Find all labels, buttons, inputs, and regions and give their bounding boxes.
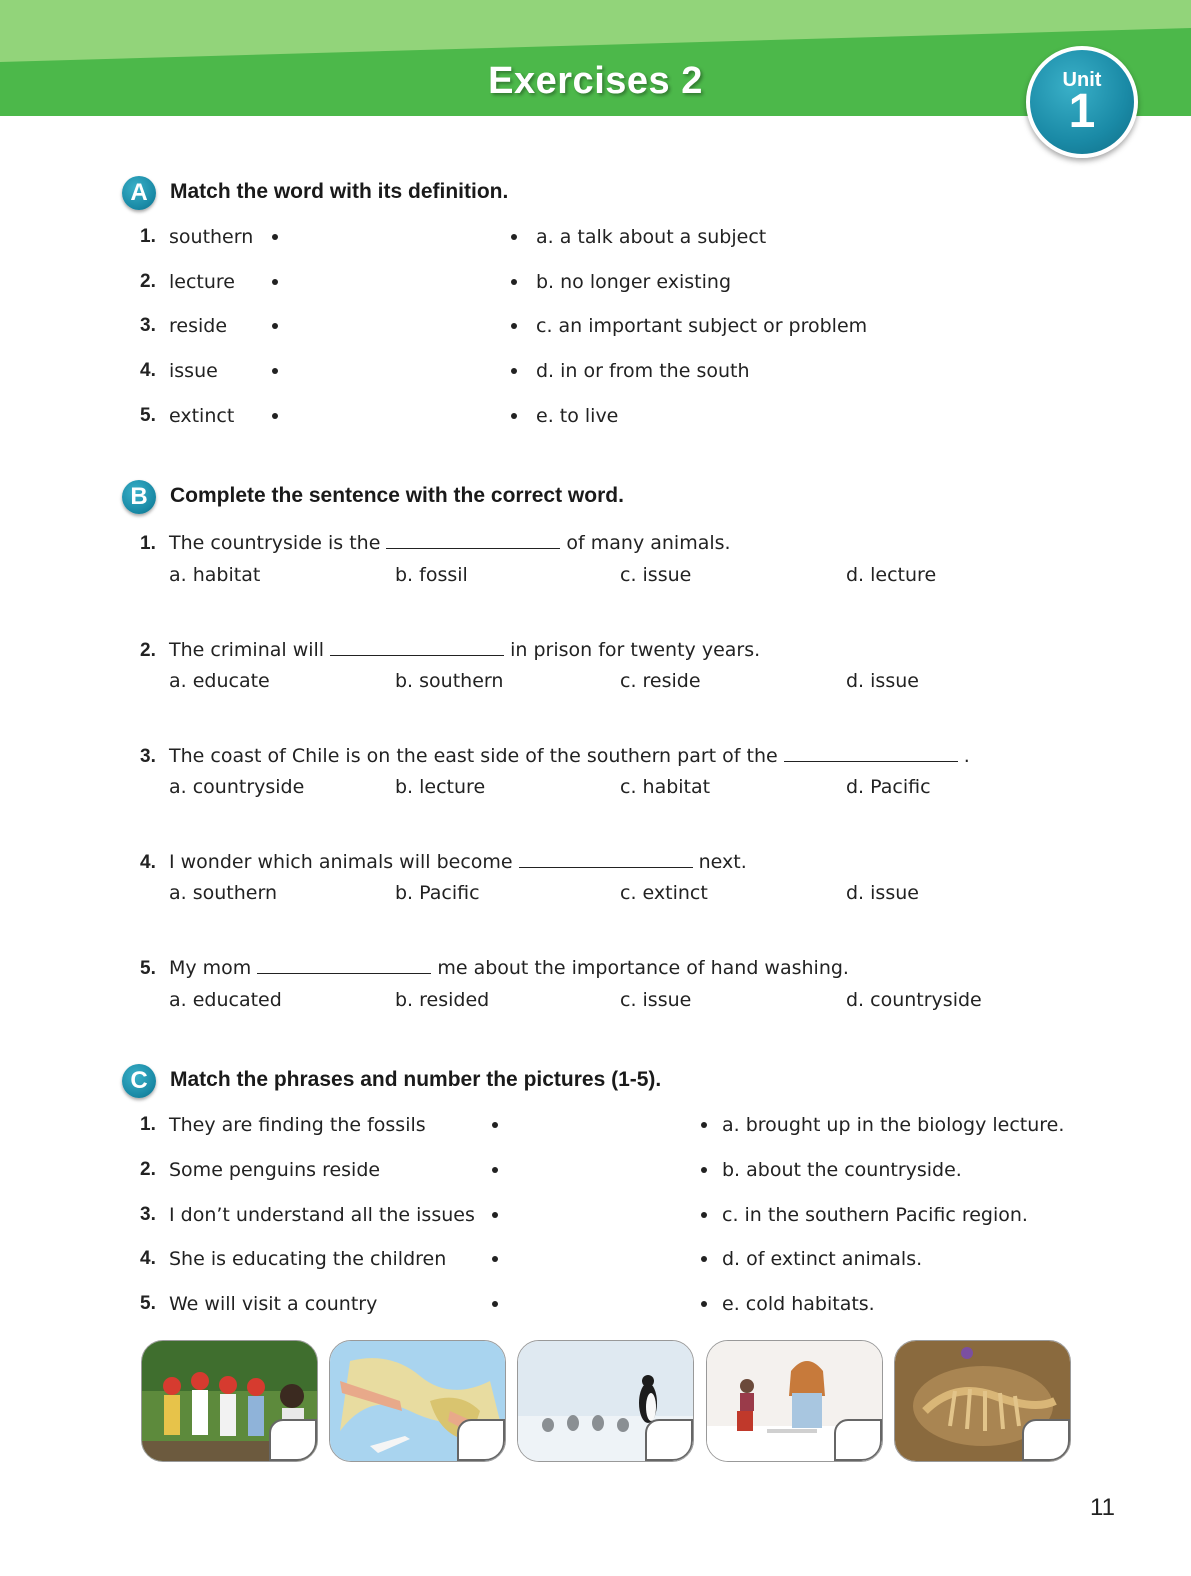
option-c[interactable]: c. extinct: [620, 882, 708, 904]
section-c-row: [0, 1200, 1191, 1230]
section-a-row: [0, 222, 1191, 252]
question-number: 3.: [140, 746, 156, 767]
phrase-end: d. of extinct animals.: [722, 1248, 923, 1270]
item-number: 3.: [140, 1204, 156, 1225]
section-c-row: [0, 1289, 1191, 1319]
match-dot-right[interactable]: [701, 1122, 707, 1128]
match-dot-left[interactable]: [492, 1212, 498, 1218]
answer-blank[interactable]: [784, 739, 958, 762]
question-number: 4.: [140, 852, 156, 873]
option-b[interactable]: b. fossil: [395, 564, 468, 586]
picture-number-box[interactable]: [834, 1419, 882, 1461]
picture-penguins-on-ice: [517, 1340, 694, 1462]
question-text-after: in prison for twenty years.: [510, 639, 761, 661]
question-text-before: I wonder which animals will become: [169, 851, 513, 873]
page-title: Exercises 2: [488, 60, 703, 102]
option-c[interactable]: c. issue: [620, 989, 692, 1011]
question-1: [140, 526, 731, 559]
option-a[interactable]: a. countryside: [169, 776, 305, 798]
question-text-after: next.: [698, 851, 747, 873]
question-2: [140, 633, 760, 666]
picture-dinosaur-fossil: [894, 1340, 1071, 1462]
option-d[interactable]: d. Pacific: [846, 776, 931, 798]
match-dot-left[interactable]: [492, 1122, 498, 1128]
picture-number-box[interactable]: [457, 1419, 505, 1461]
unit-number: 1: [1068, 85, 1096, 138]
option-b[interactable]: b. lecture: [395, 776, 486, 798]
item-number: 1.: [140, 226, 156, 247]
question-4: [140, 845, 747, 878]
answer-blank[interactable]: [257, 951, 431, 974]
match-dot-right[interactable]: [511, 279, 517, 285]
question-text-after: of many animals.: [566, 532, 731, 554]
section-a-row: [0, 401, 1191, 431]
section-a-row: [0, 356, 1191, 386]
match-dot-left[interactable]: [492, 1256, 498, 1262]
picture-children-outdoors: [141, 1340, 318, 1462]
match-dot-right[interactable]: [701, 1167, 707, 1173]
section-c-row: [0, 1155, 1191, 1185]
option-c[interactable]: c. reside: [620, 670, 701, 692]
option-a[interactable]: a. habitat: [169, 564, 261, 586]
option-d[interactable]: d. countryside: [846, 989, 982, 1011]
item-number: 4.: [140, 360, 156, 381]
section-b-letter: B: [122, 480, 156, 514]
option-b[interactable]: b. southern: [395, 670, 504, 692]
match-word: extinct: [169, 405, 235, 427]
question-text-before: The criminal will: [169, 639, 325, 661]
match-word: lecture: [169, 271, 235, 293]
match-dot-left[interactable]: [492, 1167, 498, 1173]
item-number: 5.: [140, 405, 156, 426]
match-dot-right[interactable]: [701, 1256, 707, 1262]
picture-number-box[interactable]: [269, 1419, 317, 1461]
match-dot-left[interactable]: [272, 234, 278, 240]
match-dot-right[interactable]: [701, 1212, 707, 1218]
match-dot-left[interactable]: [272, 323, 278, 329]
phrase-end: a. brought up in the biology lecture.: [722, 1114, 1065, 1136]
answer-blank[interactable]: [386, 526, 560, 549]
option-a[interactable]: a. educate: [169, 670, 270, 692]
option-d[interactable]: d. lecture: [846, 564, 937, 586]
section-a-row: [0, 311, 1191, 341]
item-number: 2.: [140, 271, 156, 292]
match-definition: b. no longer existing: [536, 271, 732, 293]
option-a[interactable]: a. southern: [169, 882, 277, 904]
phrase-start: She is educating the children: [169, 1248, 447, 1270]
question-number: 2.: [140, 640, 156, 661]
unit-badge: [1026, 46, 1138, 158]
picture-map-planning: [329, 1340, 506, 1462]
item-number: 2.: [140, 1159, 156, 1180]
section-c-row: [0, 1110, 1191, 1140]
phrase-end: e. cold habitats.: [722, 1293, 875, 1315]
option-b[interactable]: b. resided: [395, 989, 490, 1011]
match-definition: c. an important subject or problem: [536, 315, 868, 337]
question-text-before: The coast of Chile is on the east side of the southern part of the: [169, 745, 778, 767]
picture-number-box[interactable]: [1022, 1419, 1070, 1461]
item-number: 5.: [140, 1293, 156, 1314]
item-number: 1.: [140, 1114, 156, 1135]
option-c[interactable]: c. habitat: [620, 776, 711, 798]
option-d[interactable]: d. issue: [846, 882, 919, 904]
question-text-after: me about the importance of hand washing.: [437, 957, 849, 979]
match-dot-left[interactable]: [272, 413, 278, 419]
match-word: reside: [169, 315, 228, 337]
item-number: 3.: [140, 315, 156, 336]
match-definition: e. to live: [536, 405, 619, 427]
phrase-start: I don’t understand all the issues: [169, 1204, 475, 1226]
item-number: 4.: [140, 1248, 156, 1269]
phrase-end: b. about the countryside.: [722, 1159, 962, 1181]
section-b-instruction: Complete the sentence with the correct word.: [170, 484, 624, 507]
page-header: [0, 0, 1191, 116]
phrase-start: Some penguins reside: [169, 1159, 381, 1181]
picture-student-studying: [706, 1340, 883, 1462]
picture-number-box[interactable]: [645, 1419, 693, 1461]
match-definition: a. a talk about a subject: [536, 226, 767, 248]
answer-blank[interactable]: [519, 845, 693, 868]
match-dot-right[interactable]: [511, 234, 517, 240]
match-word: southern: [169, 226, 254, 248]
match-dot-left[interactable]: [492, 1301, 498, 1307]
match-dot-right[interactable]: [701, 1301, 707, 1307]
section-c-instruction: Match the phrases and number the pictures (1-5).: [170, 1068, 662, 1091]
question-number: 1.: [140, 533, 156, 554]
match-dot-right[interactable]: [511, 323, 517, 329]
match-definition: d. in or from the south: [536, 360, 750, 382]
question-text-before: The countryside is the: [169, 532, 381, 554]
section-a-row: [0, 267, 1191, 297]
match-dot-right[interactable]: [511, 368, 517, 374]
section-c-row: [0, 1244, 1191, 1274]
question-text-before: My mom: [169, 957, 252, 979]
unit-label: Unit: [1062, 69, 1102, 91]
page-number: 11: [1090, 1494, 1115, 1521]
section-c-letter: C: [122, 1064, 156, 1098]
match-dot-left[interactable]: [272, 368, 278, 374]
question-number: 5.: [140, 958, 156, 979]
option-d[interactable]: d. issue: [846, 670, 919, 692]
phrase-start: They are finding the fossils: [169, 1114, 426, 1136]
section-a-instruction: Match the word with its definition.: [170, 180, 509, 203]
match-dot-right[interactable]: [511, 413, 517, 419]
section-a-letter: A: [122, 176, 156, 210]
option-c[interactable]: c. issue: [620, 564, 692, 586]
answer-blank[interactable]: [330, 633, 504, 656]
match-word: issue: [169, 360, 218, 382]
option-b[interactable]: b. Pacific: [395, 882, 480, 904]
match-dot-left[interactable]: [272, 279, 278, 285]
phrase-end: c. in the southern Pacific region.: [722, 1204, 1028, 1226]
question-3: [140, 739, 970, 772]
question-5: [140, 951, 849, 984]
question-text-after: .: [963, 745, 970, 767]
phrase-start: We will visit a country: [169, 1293, 378, 1315]
option-a[interactable]: a. educated: [169, 989, 282, 1011]
